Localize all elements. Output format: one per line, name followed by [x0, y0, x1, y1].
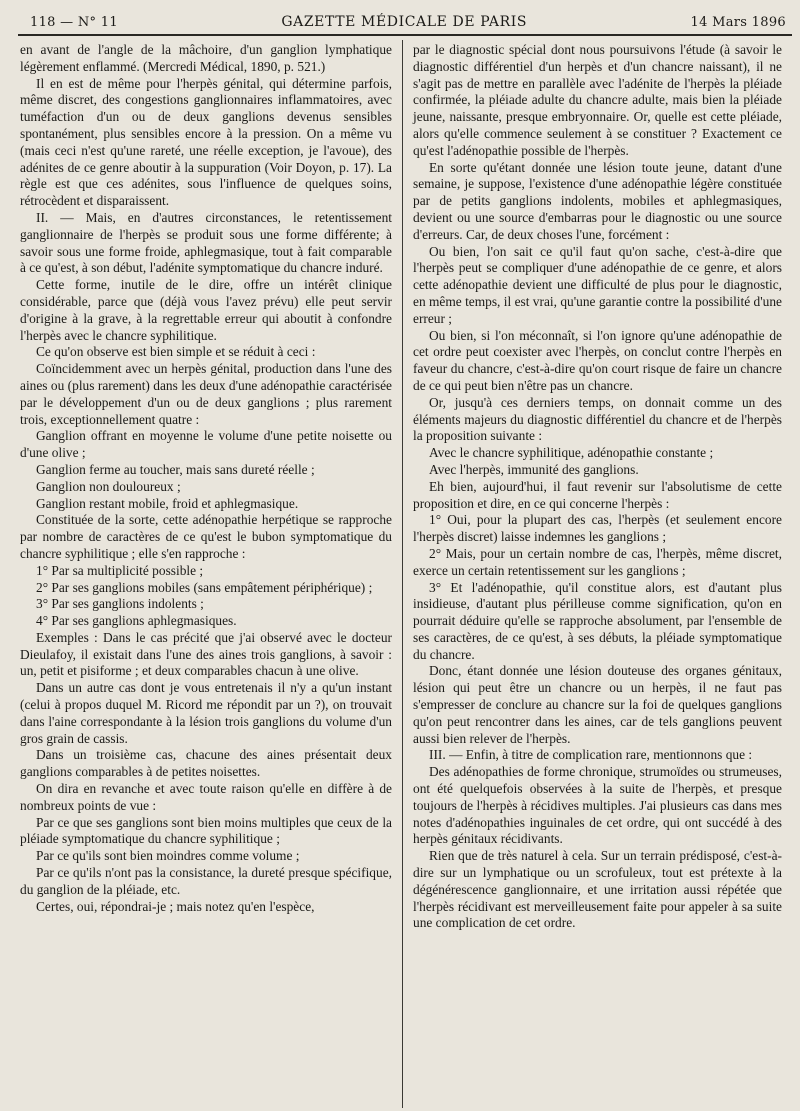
paragraph: Ganglion non douloureux ;: [36, 478, 181, 494]
paragraph: III. — Enfin, à titre de complication rare, mentionnons que :: [429, 747, 753, 763]
paragraph: Ganglion offrant en moyenne le volume d'une petite noisette ou d'une olive ;: [20, 428, 392, 461]
paragraph: Avec le chancre syphilitique, adénopathie constante ;: [429, 445, 714, 461]
article-body: [18, 40, 792, 1108]
right-column: [402, 40, 786, 1108]
paragraph: 3° Et l'adénopathie, qu'il constitue alors, est d'autant plus insidieuse, d'autant plus périlleuse comme signification, qu'on en pourrait déduire qu'elle se rapproche absolument, par l'ensemble de ses caractères, de ce qu'est, à ses débuts, la pléiade symptomatique du chancre.: [413, 579, 782, 662]
paragraph: On dira en revanche et avec toute raison qu'elle en diffère à de nombreux points de vue :: [20, 781, 392, 813]
paragraph: Ou bien, si l'on méconnaît, si l'on ignore qu'une adénopathie de cet ordre peut coexister avec l'herpès, on conclut contre l'herpès en faveur du chancre, c'est-à-dire qu'on court risque de faire un chancre de ce qui peut bien n'être pas un chancre.: [413, 327, 782, 393]
paragraph: Donc, étant donnée une lésion douteuse des organes génitaux, lésion qui peut être un chancre ou un herpès, il ne faut pas s'empresser de conclure au chancre sur la foi de quelques ganglions qu'on peut rencontrer dans les aines, car de tels ganglions peuvent aussi bien relever de l'herpès.: [413, 663, 782, 746]
paragraph: Or, jusqu'à ces derniers temps, on donnait comme un des éléments majeurs du diagnostic différentiel du chancre et de l'herpès la proposition suivante :: [413, 394, 782, 444]
paragraph: 1° Oui, pour la plupart des cas, l'herpès (et seulement encore l'herpès discret) laisse indemnes les ganglions ;: [413, 512, 782, 545]
paragraph: II. — Mais, en d'autres circonstances, le retentissement ganglionnaire de l'herpès se produit sous une forme différente; à savoir sous une forme froide, aphlegmasique, tout à fait comparable à ce qu'est, à son début, l'adénite symptomatique du chancre induré.: [20, 209, 392, 276]
paragraph: Ganglion restant mobile, froid et aphlegmasique.: [36, 495, 299, 511]
paragraph: Certes, oui, répondrai-je ; mais notez qu'en l'espèce,: [36, 898, 315, 914]
paragraph: par le diagnostic spécial dont nous poursuivons l'étude (à savoir le diagnostic différentiel d'un herpès et d'un chancre naissant), il ne s'agit pas de mettre en parallèle avec l'adénite de l'herpès la pléiade confirmée, la pléiade adulte du chancre adulte, mais bien la pléiade jeune, naissante, presque embryonnaire. Or, quelle est cette pléiade, alors qu'elle commence seulement à se constituer ? Exactement ce qu'est l'adénopathie possible de l'herpès.: [413, 42, 782, 158]
paragraph: 2° Par ses ganglions mobiles (sans empâtement périphérique) ;: [36, 579, 373, 595]
paragraph: Dans un autre cas dont je vous entretenais il n'y a qu'un instant (celui à propos duquel M. Ricord me répondit par un ?), on trouvait dans l'aine correspondante à la lésion trois ganglions du volume d'un gros grain de cassis.: [20, 680, 392, 746]
paragraph: Des adénopathies de forme chronique, strumoïdes ou strumeuses, ont été quelquefois observées à la suite de l'herpès, et presque toujours de l'herpès à récidives multiples. J'ai plusieurs cas dans mes notes d'adénopathies inguinales de cet ordre, qui ont succédé à des herpès génitaux récidivants.: [413, 764, 782, 847]
paragraph: Ou bien, l'on sait ce qu'il faut qu'on sache, c'est-à-dire que l'herpès peut se compliquer d'une adénopathie de ce genre, et alors cette adénopathie devient une difficulté de plus pour le diagnostic, en même temps, il est vrai, qu'une garantie contre la possibilité d'une erreur ;: [413, 243, 782, 326]
paragraph: Exemples : Dans le cas précité que j'ai observé avec le docteur Dieulafoy, il existait dans l'une des aines trois ganglions, à savoir : un, petit et pisiforme ; et deux comparables chacun à une olive.: [20, 629, 392, 679]
paragraph: Dans un troisième cas, chacune des aines présentait deux ganglions comparables à de petites noisettes.: [20, 747, 392, 780]
journal-title: GAZETTE MÉDICALE DE PARIS: [281, 14, 528, 30]
paragraph: Avec l'herpès, immunité des ganglions.: [429, 461, 639, 477]
page-number: 118 — N° 11: [30, 15, 118, 30]
paragraph: 2° Mais, pour un certain nombre de cas, l'herpès, même discret, exerce un certain retentissement sur les ganglions ;: [413, 545, 782, 578]
paragraph: En sorte qu'étant donnée une lésion toute jeune, datant d'une semaine, je suppose, l'existence d'une adénopathie légère constituée par de petits ganglions indolents, mobiles et aphlegmasiques, devient ou une source d'embarras pour le diagnostic ou une source d'erreurs. Car, de deux choses l'une, forcément :: [413, 159, 782, 242]
paragraph: 1° Par sa multiplicité possible ;: [36, 562, 204, 578]
left-column: [18, 40, 402, 1108]
paragraph: Ganglion ferme au toucher, mais sans dureté réelle ;: [36, 461, 315, 477]
paragraph: Rien que de très naturel à cela. Sur un terrain prédisposé, c'est-à-dire sur un lymphatique ou un scrofuleux, tout est prétexte à la dégénérescence ganglionnaire, et une irritation aussi répétée que l'herpès récidivant est merveilleusement faite pour appeler à sa suite une complication de cet ordre.: [413, 848, 782, 931]
paragraph: Par ce qu'ils n'ont pas la consistance, la dureté presque spécifique, du ganglion de la pléiade, etc.: [20, 865, 392, 897]
paragraph: Cette forme, inutile de le dire, offre un intérêt clinique considérable, parce que (déjà vous l'avez prévu) elle peut servir d'origine à la grave, à la regrettable erreur qui aboutit à confondre l'herpès avec le chancre syphilitique.: [20, 277, 392, 343]
page-header: [18, 14, 792, 36]
paragraph: en avant de l'angle de la mâchoire, d'un ganglion lymphatique légèrement enflammé. (Mercredi Médical, 1890, p. 521.): [20, 42, 392, 74]
paragraph: Il en est de même pour l'herpès génital, qui détermine parfois, même discret, des congestions ganglionnaires inflammatoires, avec tuméfaction d'un ou de deux ganglions devenus sensibles spontanément, plus sensibles encore à la pression. On a même vu (mais ceci n'est qu'une rareté, une réelle exception, je l'avoue), des adénites de ce genre aboutir à la suppuration (Voir Doyon, p. 17). La règle est que ces adénites, sous l'influence de quelques soins, rétrocèdent et disparaissent.: [20, 75, 392, 209]
paragraph: 3° Par ses ganglions indolents ;: [36, 596, 204, 612]
paragraph: Par ce que ses ganglions sont bien moins multiples que ceux de la pléiade symptomatique du chancre syphilitique ;: [20, 814, 392, 847]
paragraph: 4° Par ses ganglions aphlegmasiques.: [36, 613, 237, 629]
paragraph: Constituée de la sorte, cette adénopathie herpétique se rapproche par nombre de caractères de ce qu'est le bubon symptomatique du chancre syphilitique ; elle s'en rapproche :: [20, 512, 392, 561]
paragraph: Eh bien, aujourd'hui, il faut revenir sur l'absolutisme de cette proposition et dire, en ce qui concerne l'herpès :: [413, 478, 782, 511]
paragraph: Ce qu'on observe est bien simple et se réduit à ceci :: [36, 344, 316, 360]
paragraph: Coïncidemment avec un herpès génital, production dans l'une des aines ou (plus rarement) dans les deux d'une adénopathie caractérisée par le développement d'un ou de deux ganglions ; plus rarement trois, exceptionnellement quatre :: [20, 361, 392, 427]
paragraph: Par ce qu'ils sont bien moindres comme volume ;: [36, 848, 300, 864]
issue-date: 14 Mars 1896: [690, 15, 786, 30]
